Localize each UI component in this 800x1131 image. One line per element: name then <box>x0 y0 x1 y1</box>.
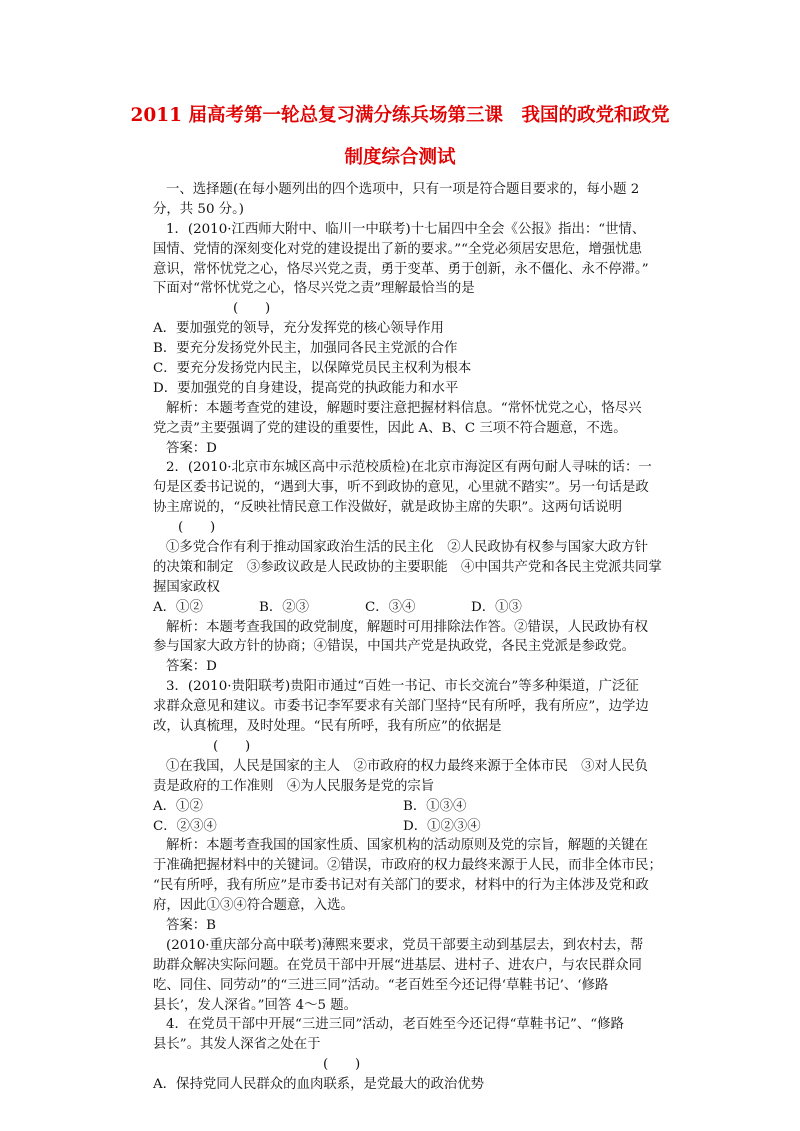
answer-blank: ( ) <box>178 520 216 536</box>
text-line: 府，因此①③④符合题意，入选。 <box>153 898 354 914</box>
option-c: C．③④ <box>365 599 416 615</box>
option-a: A．①② <box>153 798 203 814</box>
answer-blank: ( ) <box>323 1057 361 1073</box>
text-line: 于准确把握材料中的关键词。②错误，市政府的权力最终来源于人民，而非全体市民； <box>153 858 662 874</box>
option-a: A．要加强党的领导，充分发挥党的核心领导作用 <box>153 321 444 337</box>
text-line: 协主席说的，“反映社情民意工作没做好，就是政协主席的失职”。这两句话说明 <box>153 500 622 516</box>
document-title-line-1: 2011 届高考第一轮总复习满分练兵场第三课 我国的政党和政党 <box>130 105 670 126</box>
answer-blank: ( ) <box>213 738 251 754</box>
section-heading: 一、选择题(在每小题列出的四个选项中，只有一项是符合题目要求的，每小题 2 <box>166 182 640 197</box>
option-b: B．①③④ <box>403 798 467 814</box>
text-line: 分，共 50 分。) <box>153 201 245 217</box>
text-line: 下面对“常怀忧党之心，恪尽兴党之责”理解最恰当的是 <box>153 281 475 297</box>
question-3-options-row-1 <box>153 797 653 817</box>
document-title-line-2: 制度综合测试 <box>344 147 456 168</box>
option-d: D．①②③④ <box>403 818 481 834</box>
document-body <box>153 180 662 1095</box>
text-line: 县长”。其发人深省之处在于 <box>153 1037 321 1053</box>
question-2-stem: 2．(2010·北京市东城区高中示范校质检)在北京市海淀区有两句耐人寻味的话：一 <box>166 460 652 476</box>
option-c: C．要充分发扬党内民主，以保障党员民主权利为根本 <box>153 361 472 377</box>
question-3-stem: 3．(2010·贵阳联考)贵阳市通过“百姓一书记、市长交流台”等多种渠道，广泛征 <box>166 679 639 695</box>
question-4-stem: 4．在党员干部中开展“三进三同”活动，老百姓至今还记得“草鞋书记”、“修路 <box>166 1017 624 1033</box>
text-line: “民有所呼，我有所应”是市委书记对有关部门的要求，材料中的行为主体涉及党和政 <box>153 878 649 894</box>
option-d: D．①③ <box>471 599 522 615</box>
option-d: D．要加强党的自身建设，提高党的执政能力和水平 <box>153 380 459 396</box>
option-b: B．②③ <box>259 599 310 615</box>
answer-text: 答案：D <box>166 659 217 675</box>
option-a: A．①② <box>153 599 203 615</box>
question-3-options-row-2 <box>153 817 653 837</box>
text-line: 改，认真梳理，及时处理。“民有所呼，我有所应”的依据是 <box>153 719 502 735</box>
question-1-stem: 1．(2010·江西师大附中、临川一中联考)十七届四中全会《公报》指出：“世情、 <box>166 221 646 237</box>
answer-text: 答案：D <box>166 440 217 456</box>
option-c: C．②③④ <box>153 818 217 834</box>
material-text: (2010·重庆部分高中联考)薄熙来要求，党员干部要主动到基层去，到农村去，帮 <box>166 937 644 953</box>
statements-text: ①多党合作有利于推动国家政治生活的民主化 ②人民政协有权参与国家大政方针 <box>166 540 649 556</box>
text-line: 句是区委书记说的，“遇到大事，听不到政协的意见，心里就不踏实”。另一句话是政 <box>153 480 649 496</box>
text-line: 握国家政权 <box>153 579 220 595</box>
question-2-options <box>153 598 653 618</box>
analysis-text: 解析：本题考查党的建设，解题时要注意把握材料信息。“常怀忧党之心，恪尽兴 <box>166 400 642 416</box>
option-b: B．要充分发扬党外民主，加强同各民主党派的合作 <box>153 341 458 357</box>
answer-blank: ( ) <box>233 301 271 317</box>
text-line: 求群众意见和建议。市委书记李军要求有关部门坚持“民有所呼，我有所应”，边学边 <box>153 699 649 715</box>
text-line: 意识，常怀忧党之心，恪尽兴党之责，勇于变革、勇于创新，永不僵化、永不停滞。” <box>153 261 649 277</box>
text-line: 吃、同住、同劳动”的“三进三同”活动。“老百姓至今还记得‘草鞋书记’、‘修路 <box>153 977 609 993</box>
option-a: A．保持党同人民群众的血肉联系，是党最大的政治优势 <box>153 1077 485 1093</box>
text-line: 助群众解决实际问题。在党员干部中开展“进基层、进村子、进农户，与农民群众同 <box>153 957 642 973</box>
text-line: 县长’，发人深省。”回答 4～5 题。 <box>153 997 358 1013</box>
text-line: 参与国家大政方针的协商；④错误，中国共产党是执政党，各民主党派是参政党。 <box>153 639 636 655</box>
analysis-text: 解析：本题考查我国的政党制度，解题时可用排除法作答。②错误，人民政协有权 <box>166 619 649 635</box>
text-line: 责是政府的工作准则 ④为人民服务是党的宗旨 <box>153 778 435 794</box>
answer-text: 答案：B <box>166 917 217 933</box>
analysis-text: 解析：本题考查我国的国家性质、国家机构的活动原则及党的宗旨，解题的关键在 <box>166 838 649 854</box>
text-line: 党之责”主要强调了党的建设的重要性，因此 A、B、C 三项不符合题意，不选。 <box>153 420 627 436</box>
text-line: 国情、党情的深刻变化对党的建设提出了新的要求。”“全党必须居安思危，增强忧患 <box>153 241 643 257</box>
statements-text: ①在我国，人民是国家的主人 ②市政府的权力最终来源于全体市民 ③对人民负 <box>166 758 649 774</box>
text-line: 的决策和制定 ③参政议政是人民政协的主要职能 ④中国共产党和各民主党派共同掌 <box>153 559 662 575</box>
